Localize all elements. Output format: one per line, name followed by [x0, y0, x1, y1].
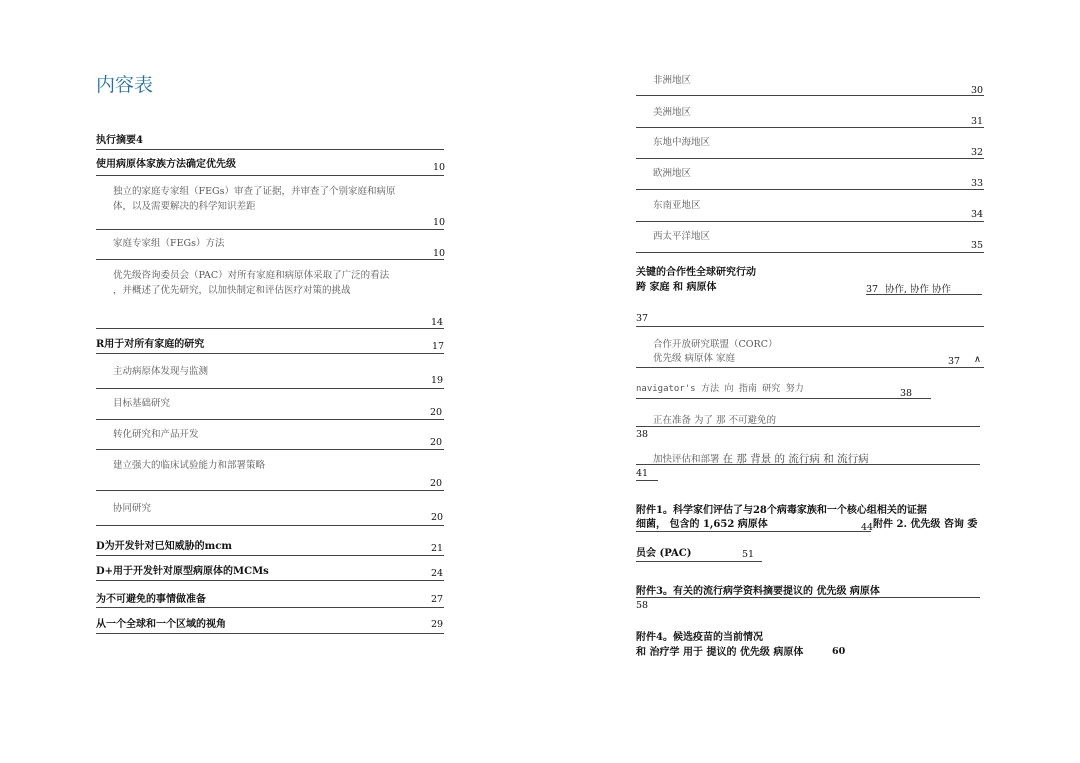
divider [96, 388, 444, 389]
toc-entry-global-regional[interactable]: 从一个全球和一个区域的视角 [96, 619, 226, 630]
divider [96, 449, 444, 450]
divider [636, 189, 984, 190]
divider [96, 555, 444, 556]
divider [636, 326, 984, 327]
toc-page-number: 10 [433, 162, 446, 173]
divider [636, 158, 984, 159]
toc-page-number: 21 [431, 543, 444, 554]
toc-entry-region-wpro[interactable]: 西太平洋地区 [653, 231, 711, 242]
toc-entry-basic-research[interactable]: 目标基础研究 [113, 398, 171, 409]
toc-entry-corc-line2: 优先级 病原体 家庭 [653, 353, 736, 364]
toc-page-number: 37 [948, 356, 961, 367]
toc-page-number: 60 [832, 646, 846, 657]
toc-entry-pathogen-discovery[interactable]: 主动病原体发现与监测 [113, 366, 209, 377]
toc-page-number: 27 [431, 594, 444, 605]
toc-page-number: 41 [636, 468, 649, 479]
toc-entry-annex1[interactable]: 附件1。科学家们评估了与28个病毒家族和一个核心组相关的证据 [636, 505, 927, 516]
toc-entry-r-all-families[interactable]: R用于对所有家庭的研究 [96, 339, 205, 350]
divider [636, 480, 658, 481]
toc-entry-key-tail: 协作, 协作 协作 [885, 284, 952, 295]
toc-entry-annex4-line2: 和 治疗学 用于 提议的 优先级 病原体 [636, 647, 804, 658]
toc-page-number: 38 [900, 388, 913, 399]
toc-entry-known-threats[interactable]: D为开发针对已知威胁的mcm [96, 541, 232, 552]
toc-page-number: 14 [431, 317, 444, 328]
toc-page-number: 32 [971, 147, 984, 158]
divider [96, 149, 444, 150]
toc-entry-feg-review[interactable]: 独立的家庭专家组（FEGs）审查了证据，并审查了个别家庭和病原体，以及需要解决的科学知识差距 [113, 186, 396, 212]
divider [96, 580, 444, 581]
divider [636, 597, 980, 598]
divider [636, 426, 980, 427]
toc-page-number: 44 [861, 522, 874, 533]
toc-page-number: 29 [431, 619, 444, 630]
toc-entry-key-actions[interactable]: 关键的合作性全球研究行动 [636, 267, 756, 278]
toc-page-number: 34 [971, 209, 984, 220]
toc-page-number: 38 [636, 429, 649, 440]
toc-title: 内容表 [96, 74, 154, 96]
toc-page-number: 19 [431, 375, 444, 386]
toc-entry-preparing[interactable]: 正在准备 为了 那 不可避免的 [653, 415, 777, 426]
divider [96, 607, 444, 608]
toc-entry-key-actions-line2: 跨 家庭 和 病原体 [636, 282, 717, 293]
toc-entry-prototype-pathogens[interactable]: D+用于开发针对原型病原体的MCMs [96, 566, 269, 577]
divider [636, 531, 871, 532]
toc-entry-corc[interactable]: 合作开放研究联盟（CORC） [653, 339, 778, 350]
toc-page-number: 31 [971, 116, 984, 127]
toc-page-number: 20 [430, 407, 443, 418]
divider [96, 229, 444, 230]
toc-entry-clinical-trials[interactable]: 建立强大的临床试验能力和部署策略 [113, 460, 266, 471]
toc-entry-annex2[interactable]: 附件 2. 优先级 咨询 委 [873, 519, 978, 530]
caret-up-icon: ∧ [974, 354, 981, 365]
toc-entry-collaborative[interactable]: 协同研究 [113, 503, 152, 514]
divider [96, 633, 444, 634]
divider [636, 464, 980, 465]
toc-entry-region-emro[interactable]: 东地中海地区 [653, 137, 711, 148]
toc-page-number: 17 [432, 341, 445, 352]
toc-entry-pac-line2: ，并概述了优先研究，以加快制定和评估医疗对策的挑战 [113, 285, 351, 296]
toc-page-number: 20 [430, 437, 443, 448]
toc-page-number: 20 [430, 478, 443, 489]
toc-entry-prepare-inevitable[interactable]: 为不可避免的事情做准备 [96, 594, 206, 605]
divider [636, 561, 762, 562]
toc-entry-pac-line1: 优先级咨询委员会（PAC）对所有家庭和病原体采取了广泛的看法 [113, 270, 390, 281]
divider [866, 294, 982, 295]
divider [636, 367, 984, 368]
divider [96, 490, 444, 491]
toc-entry-feg-method[interactable]: 家庭专家组（FEGs）方法 [113, 238, 225, 249]
divider [96, 353, 444, 354]
toc-entry-annex2-line2: 员会 (PAC) [636, 548, 692, 559]
divider [636, 398, 931, 399]
toc-page-number: 10 [433, 248, 446, 259]
toc-page-number: 37 [636, 313, 649, 324]
divider [636, 252, 984, 253]
toc-entry-navigator[interactable]: navigator's 方法 向 指南 研究 努力 [636, 384, 804, 394]
toc-entry-region-sea[interactable]: 东南亚地区 [653, 200, 701, 211]
toc-right-page [540, 0, 1080, 763]
toc-entry-annex3[interactable]: 附件3。有关的流行病学资料摘要提议的 优先级 病原体 [636, 586, 880, 597]
toc-entry-region-americas[interactable]: 美洲地区 [653, 107, 692, 118]
toc-page-number: 10 [433, 217, 446, 228]
toc-entry-pac[interactable] [113, 268, 413, 298]
toc-entry-accelerate-context: 在 那 背景 的 流行病 和 流行病 [722, 453, 869, 465]
toc-page-number: 58 [636, 600, 649, 611]
toc-entry-executive-summary[interactable]: 执行摘要4 [96, 135, 143, 146]
toc-page-number: 33 [971, 178, 984, 189]
divider [96, 259, 444, 260]
divider [96, 175, 444, 176]
toc-entry-pathogen-family[interactable]: 使用病原体家族方法确定优先级 [96, 159, 236, 170]
toc-page-number: 51 [742, 549, 755, 560]
toc-page-number: 30 [971, 85, 984, 96]
divider [636, 221, 984, 222]
toc-inline-number: 37 [866, 284, 879, 295]
toc-entry-annex4[interactable]: 附件4。候选疫苗的当前情况 [636, 632, 763, 643]
toc-page-number: 20 [431, 512, 444, 523]
toc-entry-annex1-line2: 细菌， 包含的 1,652 病原体 [636, 519, 768, 530]
toc-entry-translational[interactable]: 转化研究和产品开发 [113, 429, 199, 440]
divider [96, 525, 444, 526]
toc-entry-region-africa[interactable]: 非洲地区 [653, 75, 692, 86]
divider [96, 419, 444, 420]
divider [636, 127, 984, 128]
divider [636, 95, 984, 96]
toc-page-number: 24 [431, 568, 444, 579]
toc-entry-region-europe[interactable]: 欧洲地区 [653, 168, 692, 179]
toc-page-number: 35 [971, 240, 984, 251]
divider [96, 328, 444, 329]
toc-entry-accelerate-label: 加快评估和部署 [653, 454, 720, 465]
